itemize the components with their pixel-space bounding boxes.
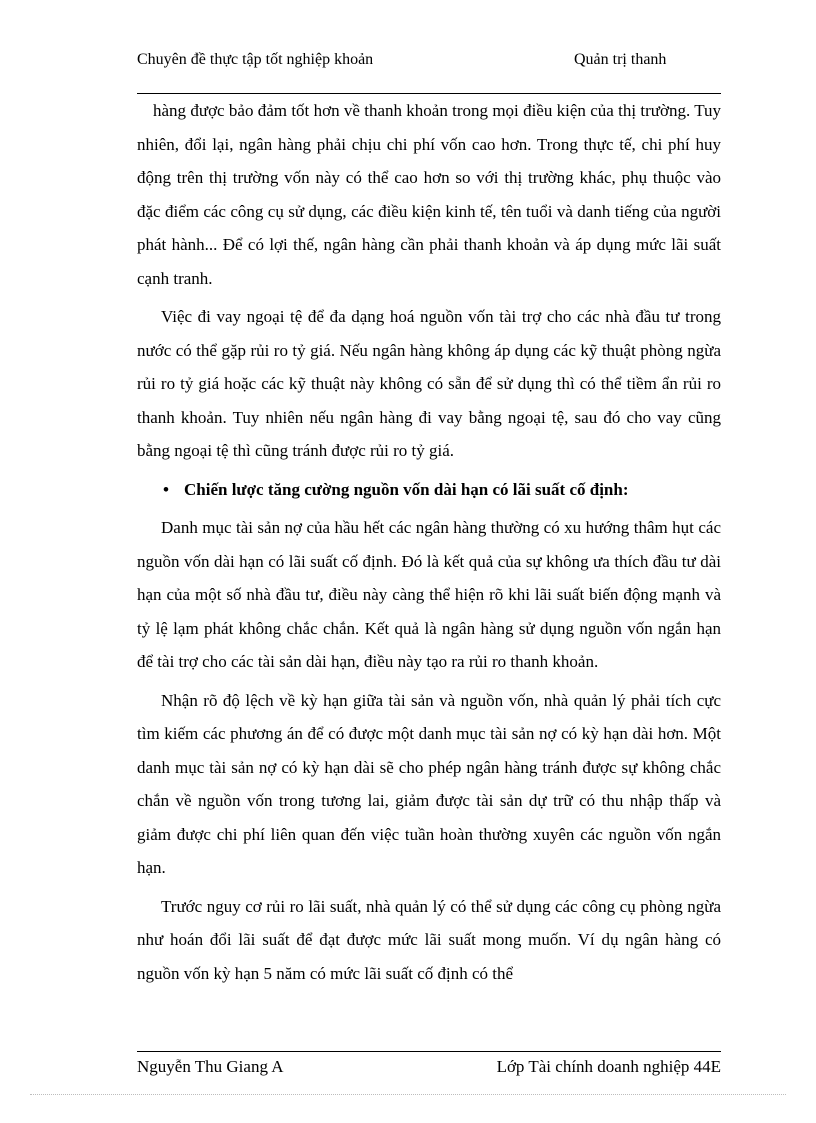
paragraph-5: Trước nguy cơ rủi ro lãi suất, nhà quản lý có thể sử dụng các công cụ phòng ngừa như hoán đổi lãi suất để đạt được mức lãi suất mong muốn. Ví dụ ngân hàng có nguồn vốn kỳ hạn 5 năm có mức lãi suất cố định có thể (137, 896, 721, 983)
bullet-icon: • (163, 479, 169, 499)
footer-class: Lớp Tài chính doanh nghiệp 44E (496, 1057, 721, 1076)
section-heading (137, 473, 721, 507)
header-right-title: Quản trị thanh (574, 51, 667, 68)
paragraph-3: Danh mục tài sản nợ của hầu hết các ngân hàng thường có xu hướng thâm hụt các nguồn vốn dài hạn có lãi suất cố định. Đó là kết quả của sự không ưa thích đầu tư dài hạn của một số nhà đầu tư, điều này càng thể hiện rõ khi lãi suất biến động mạnh và tỷ lệ lạm phát không chắc chắn. Kết quả là ngân hàng sử dụng nguồn vốn ngắn hạn để tài trợ cho các tài sản dài hạn, điều này tạo ra rủi ro thanh khoản. (137, 518, 721, 671)
paragraph-4: Nhận rõ độ lệch về kỳ hạn giữa tài sản và nguồn vốn, nhà quản lý phải tích cực tìm kiếm các phương án để có được một danh mục tài sản nợ có kỳ hạn dài hơn. Một danh mục tài sản nợ có kỳ hạn dài sẽ cho phép ngân hàng tránh được sự không chắc chắn về nguồn vốn trong tương lai, giảm được tài sản dự trữ có thu nhập thấp và giảm được chi phí liên quan đến việc tuần hoàn thường xuyên các nguồn vốn ngắn hạn. (137, 690, 721, 877)
paragraph-2: Việc đi vay ngoại tệ để đa dạng hoá nguồn vốn tài trợ cho các nhà đầu tư trong nước có thể gặp rủi ro tỷ giá. Nếu ngân hàng không áp dụng các kỹ thuật phòng ngừa rủi ro tỷ giá hoặc các kỹ thuật này không có sẵn để sử dụng thì có thể tiềm ẩn rủi ro thanh khoản. Tuy nhiên nếu ngân hàng đi vay bằng ngoại tệ, sau đó cho vay cũng bằng ngoại tệ thì cũng tránh được rủi ro tỷ giá. (137, 307, 721, 460)
paragraph-1: hàng được bảo đảm tốt hơn về thanh khoản trong mọi điều kiện của thị trường. Tuy nhiên, đổi lại, ngân hàng phải chịu chi phí vốn cao hơn. Trong thực tế, chi phí huy động trên thị trường vốn này có thể cao hơn so với thị trường khác, phụ thuộc vào đặc điểm các công cụ sử dụng, các điều kiện kinh tế, tên tuổi và danh tiếng của người phát hành... Để có lợi thế, ngân hàng cần phải thanh khoản và áp dụng mức lãi suất cạnh tranh. (137, 101, 721, 288)
document-body (137, 94, 721, 995)
page-bottom-edge (30, 1094, 786, 1095)
footer-divider (137, 1051, 721, 1052)
header-left-title: Chuyên đề thực tập tốt nghiệp khoản (137, 51, 374, 68)
section-heading-text: Chiến lược tăng cường nguồn vốn dài hạn có lãi suất cố định: (184, 479, 629, 499)
footer-author: Nguyễn Thu Giang A (137, 1057, 284, 1076)
